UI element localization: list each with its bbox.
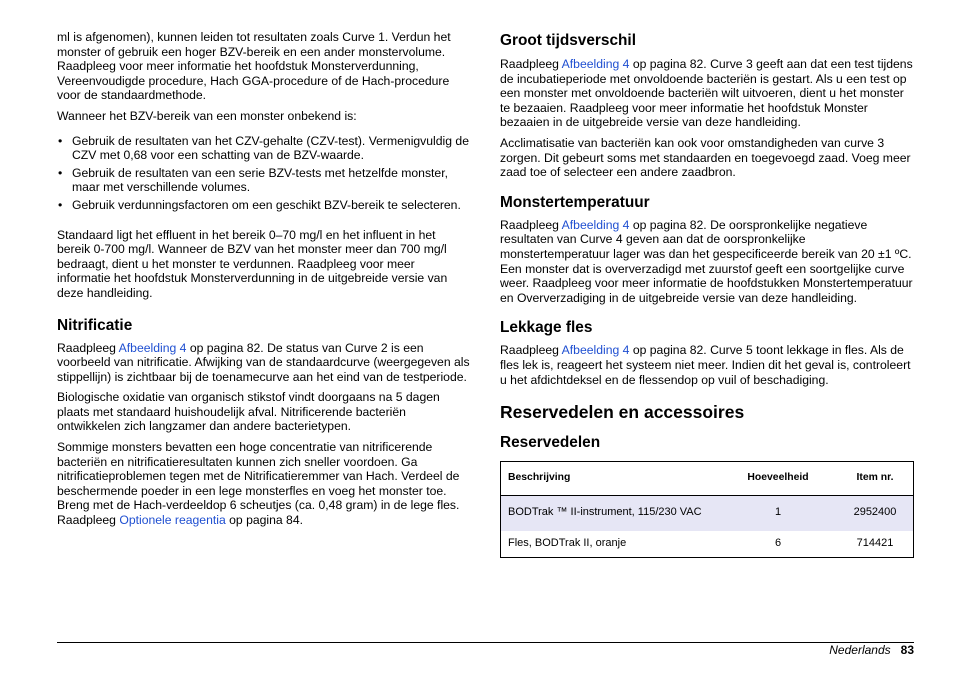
standard-range-paragraph: Standaard ligt het effluent in het bereik 0–70 mg/l en het influent in het bereik 0-700 mg/l. Wanneer de BZV van het monster meer dan 700 mg/l bedraagt, dient u het monster te verdunnen. Raadpleeg voor meer informatie het hoofdstuk Monsterverdunning in de uitgebreide versie van deze handleiding. <box>57 227 448 300</box>
tips-list <box>57 134 471 213</box>
list-item: • Gebruik de resultaten van een serie BZV-tests met hetzelfde monster, maar met verschillende volumes. <box>58 165 448 195</box>
cell-quantity: 1 <box>721 495 835 531</box>
table-row <box>501 531 914 557</box>
section-heading: Reservedelen en accessoires <box>500 402 745 423</box>
col-header-quantity: Hoeveelheid <box>721 462 835 495</box>
lekkage-heading: Lekkage fles <box>500 319 593 337</box>
col-header-item-number: Item nr. <box>835 462 914 495</box>
figure-4-link[interactable]: Afbeelding 4 <box>561 343 630 358</box>
temperatuur-paragraph: Raadpleeg Afbeelding 4 op pagina 82. De oorspronkelijke negatieve resultaten van Curve 4 geven aan dat de oorspronkelijke monstertemperatuur lager was dan het gespecificeerde bereik van 20 ±1 ºC. Een monster dat is oververzadigd met zuurstof geeft een soortgelijke curve weer. Raadpleeg voor meer informatie de hoofdstukken Monstertemperatuur en Oververzadiging in de uitgebreide versie van deze handleiding. <box>500 217 913 305</box>
col-header-description: Beschrijving <box>501 462 721 495</box>
reservedelen-heading: Reservedelen <box>500 434 601 452</box>
right-column <box>500 30 914 558</box>
figure-4-link[interactable]: Afbeelding 4 <box>561 57 630 71</box>
temperatuur-heading: Monstertemperatuur <box>500 193 650 211</box>
page-footer <box>829 643 914 657</box>
table-header-row <box>501 462 914 495</box>
footer-language: Nederlands <box>829 643 891 657</box>
intro-paragraph: ml is afgenomen), kunnen leiden tot resultaten zoals Curve 1. Verdun het monster of gebruik een hoger BZV-bereik en een ander monstervolume. Raadpleeg voor meer informatie het hoofdstuk Monsterverdunning, Vereenvoudigde procedure, Hach GGA-procedure of de Hach-procedure voor de standaardmethode. <box>57 30 451 103</box>
tijdsverschil-paragraph-2: Acclimatisatie van bacteriën kan ook voor omstandigheden van curve 3 zorgen. Dit gebeurt soms met standaarden en toegevoegd zaad. Voeg meer zaad toe of selecteer een andere zaadbron. <box>500 135 911 180</box>
footer-divider <box>57 642 914 643</box>
bullet-icon: • <box>58 197 63 212</box>
lekkage-paragraph: Raadpleeg Afbeelding 4 op pagina 82. Curve 5 toont lekkage in fles. Als de fles lek is, reageert het systeem niet meer. Indien dit het geval is, controleert u het afdichtdeksel en de flessendop op vuil of beschadiging. <box>500 343 911 387</box>
parts-table <box>500 461 914 558</box>
cell-item-number: 2952400 <box>835 495 914 531</box>
nitrificatie-paragraph-2: Biologische oxidatie van organisch stikstof vindt doorgaans na 5 dagen plaats met standaard huishoudelijk afval. Nitrificerende bacteriën ontwikkelen zich langzamer dan andere bacterietypen. <box>57 390 440 434</box>
table-row <box>501 495 914 531</box>
tijdsverschil-paragraph-1: Raadpleeg Afbeelding 4 op pagina 82. Curve 3 geeft aan dat een test tijdens de incubatieperiode met onvoldoende bacteriën is gestart. Als u een test op een monster met onvoldoende bacteriën wilt uitvoeren, dient u het monster te bezaaien. Raadpleeg voor meer informatie het hoofdstuk Monster bezaaien in de uitgebreide versie van deze handleiding. <box>500 57 913 130</box>
unknown-range-paragraph: Wanneer het BZV-bereik van een monster onbekend is: <box>57 108 357 123</box>
figure-4-link[interactable]: Afbeelding 4 <box>118 340 187 355</box>
left-column <box>57 30 471 534</box>
nitrificatie-paragraph-3: Sommige monsters bevatten een hoge concentratie van nitrificerende bacteriën en nitrificatieresultaten kunnen zich sneller voordoen. Ga nitrificatieproblemen tegen met de Nitrificatieremmer van Hach. Verdeel de beschermende poeder in een lege monsterfles en voeg het monster toe. Breng met de Hach-verdeeldop 6 scheutjes (ca. 0,48 gram) in de lege fles. Raadpleeg Optionele reagentia op pagina 84. <box>57 440 460 528</box>
optional-reagents-link[interactable]: Optionele reagentia <box>119 513 226 528</box>
tijdsverschil-heading: Groot tijdsverschil <box>500 32 636 49</box>
cell-description: BODTrak ™ II-instrument, 115/230 VAC <box>501 495 721 531</box>
cell-quantity: 6 <box>774 536 782 549</box>
bullet-icon: • <box>58 133 63 148</box>
cell-item-number: 714421 <box>856 536 894 549</box>
nitrificatie-paragraph-1: Raadpleeg Afbeelding 4 op pagina 82. De status van Curve 2 is een voorbeeld van nitrificatie. Afwijking van de standaardcurve (weergegeven als stippellijn) is zichtbaar bij de toenamecurve aan het eind van de testperiode. <box>57 340 470 384</box>
list-item: • Gebruik de resultaten van het CZV-gehalte (CZV-test). Vermenigvuldig de CZV met 0,68 voor een schatting van de BZV-waarde. <box>58 133 469 163</box>
bullet-icon: • <box>58 165 63 180</box>
cell-description: Fles, BODTrak II, oranje <box>508 536 627 549</box>
nitrificatie-heading: Nitrificatie <box>57 316 133 334</box>
figure-4-link[interactable]: Afbeelding 4 <box>561 217 630 232</box>
list-item: • Gebruik verdunningsfactoren om een geschikt BZV-bereik te selecteren. <box>58 197 461 212</box>
page-number: 83 <box>900 643 914 657</box>
